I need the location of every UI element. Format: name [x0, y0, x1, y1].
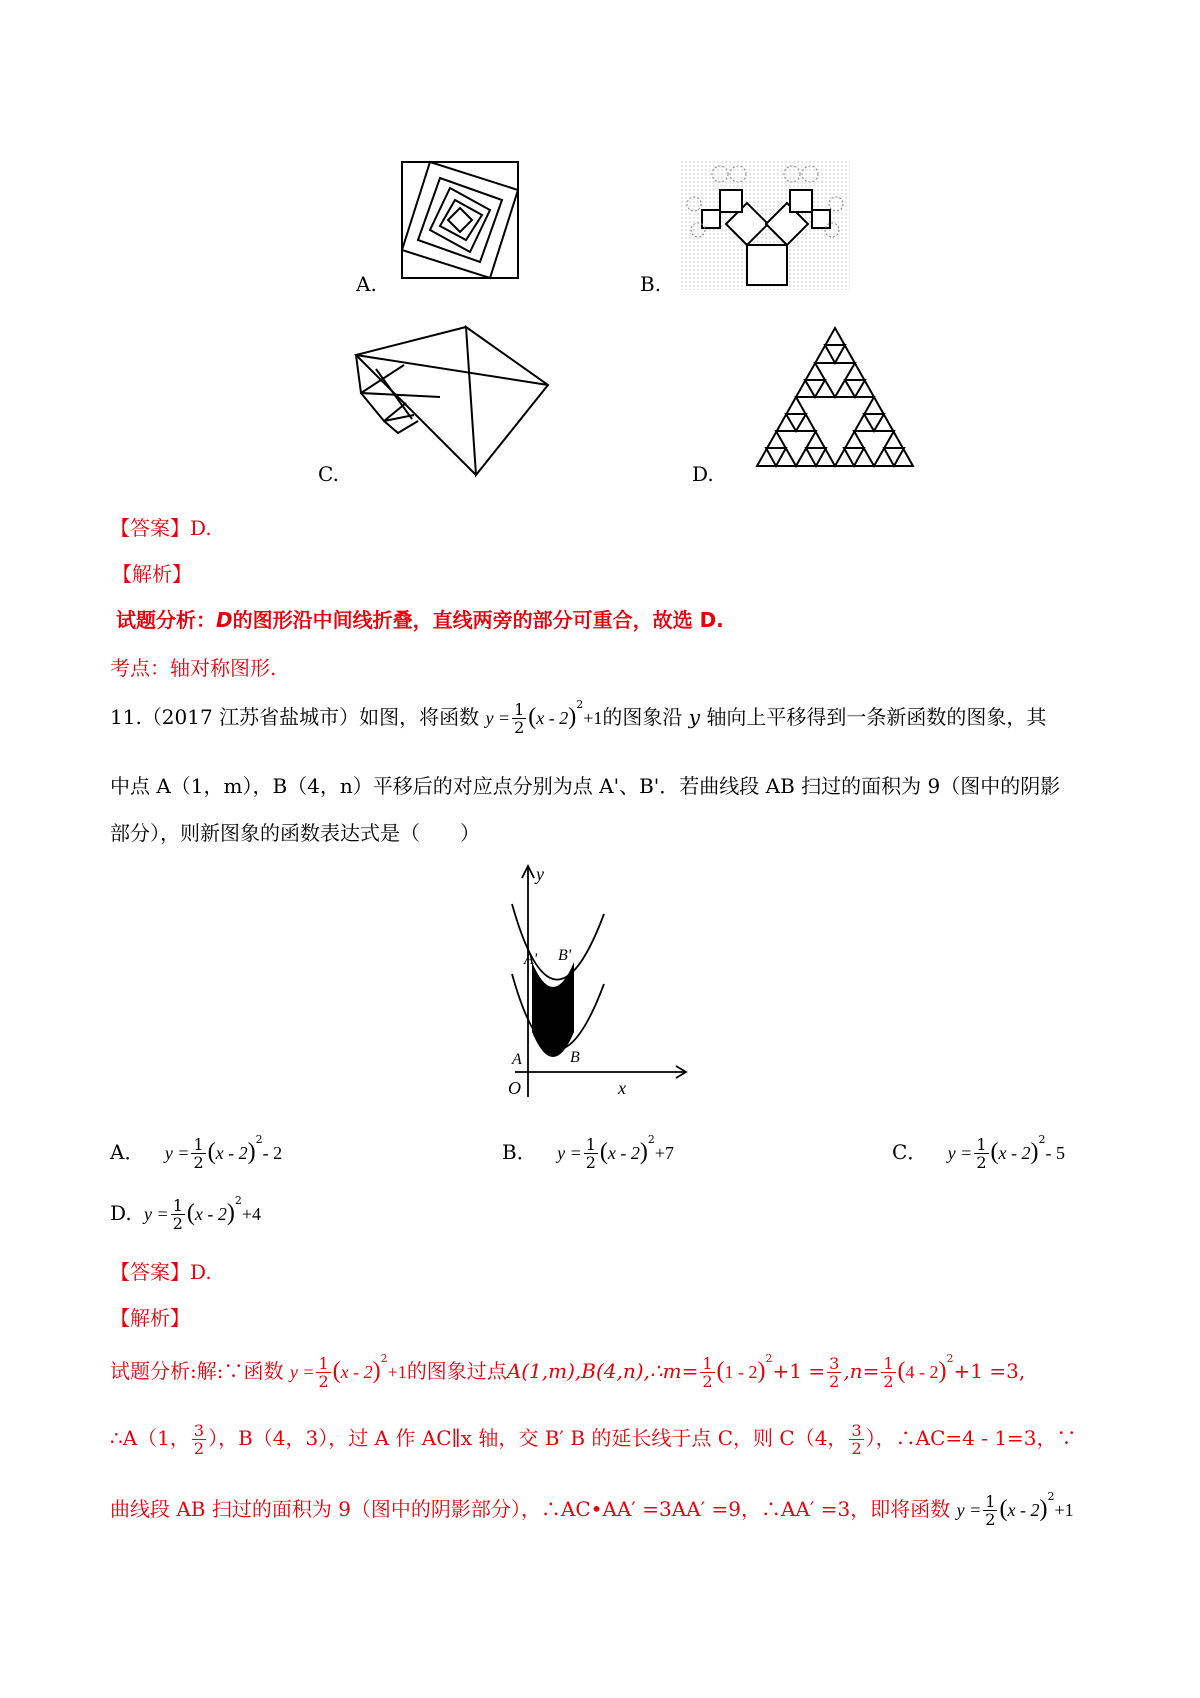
- analysis-d: D: [216, 608, 233, 632]
- fraction-half: $\frac{1}{2}$: [514, 700, 525, 737]
- option-d-const: +4: [241, 1204, 262, 1224]
- q11-number: 11.: [110, 705, 142, 729]
- graph-label-o: O: [508, 1078, 521, 1098]
- q10-analysis-text: [116, 604, 724, 633]
- shifted-parabola: [512, 904, 604, 980]
- graph-label-x: x: [618, 1078, 626, 1098]
- q11-solution-line3: 曲线段 AB 扫过的面积为 9（图中的阴影部分），∴AC•AA′ =3AA′ =9，∴AA′ =3，即将函数 y = $\frac{1}{2}$ (x - 2)$^2$+1: [110, 1490, 1074, 1529]
- q11-source: （2017 江苏省盐城市）如图，将函数: [141, 705, 480, 729]
- analysis-rest: 的图形沿中间线折叠，直线两旁的部分可重合，故选 D.: [232, 608, 724, 632]
- q11-solution-line2: ∴A（1， $\frac{3}{2}$ ），B（4，3），过 A 作 AC∥x 轴，交 B′ B 的延长线于点 C，则 C（4， $\frac{3}{2}$ ），∴AC=4 - 1=3，∵: [110, 1421, 1077, 1458]
- graph-label-a: A: [512, 1051, 522, 1068]
- graph-label-a-prime: A': [524, 951, 538, 968]
- q10-answer: [110, 512, 212, 541]
- figure-c-label: C.: [318, 462, 339, 486]
- graph-label-y: y: [536, 864, 544, 884]
- option-c[interactable]: C． y = $\frac{1}{2}$ (x - 2)$^2$- 5: [892, 1133, 1065, 1172]
- q11-stem-line2: 中点 A（1，m），B（4，n）平移后的对应点分别为点 A'、B'．若曲线段 AB 扫过的面积为 9（图中的阴影: [110, 774, 1061, 798]
- answer-tag: 【答案】: [110, 516, 190, 540]
- option-a-const: - 2: [262, 1143, 283, 1163]
- answer-value: D.: [190, 516, 212, 540]
- option-a-label: A．: [110, 1140, 145, 1164]
- q11-stem-line3: 部分），则新图象的函数表达式是（ ）: [110, 821, 480, 845]
- figure-d: [755, 326, 915, 468]
- q11-graph: [510, 862, 690, 1102]
- option-b[interactable]: B． y = $\frac{1}{2}$ (x - 2)$^2$+7: [502, 1133, 675, 1172]
- answer-tag: 【答案】: [110, 1260, 190, 1284]
- figure-b-label: B.: [640, 272, 662, 296]
- func-x: x - 2: [536, 708, 569, 728]
- figure-a-label: A.: [356, 272, 377, 296]
- figure-a: [400, 160, 520, 282]
- option-b-label: B．: [502, 1140, 537, 1164]
- q11-answer: [110, 1256, 212, 1285]
- analysis-prefix: 试题分析：: [116, 608, 216, 632]
- option-c-const: - 5: [1045, 1143, 1065, 1163]
- func-y: y =: [485, 708, 511, 728]
- option-a[interactable]: A． y = $\frac{1}{2}$ (x - 2)$^2$- 2: [110, 1133, 283, 1172]
- q11-analysis-tag: 【解析】: [110, 1306, 190, 1330]
- q10-kaodian: 考点：轴对称图形.: [110, 656, 277, 680]
- q11-solution-line1: 试题分析:解:∵函数 y = $\frac{1}{2}$ (x - 2)$^2$+1的图象过点A(1,m),B(4,n),∴m= $\frac{1}{2}$ (1 - 2)$^2$+1 = $\frac{3}{2}$ ,n= $\frac{1}{2}$ (4 - 2)$^2$+1 =3,: [110, 1352, 1026, 1391]
- figure-b: [680, 160, 850, 290]
- graph-label-b-prime: B': [558, 947, 572, 964]
- option-d[interactable]: D. y = $\frac{1}{2}$ (x - 2)$^2$+4: [110, 1194, 262, 1233]
- q10-analysis-tag: 【解析】: [112, 562, 192, 586]
- stem-tail: 的图象沿: [602, 705, 683, 729]
- figure-c: [356, 325, 556, 477]
- q11-stem-line1: 11.（2017 江苏省盐城市）如图，将函数 y = $\frac{1}{2}$ (x - 2)$^2$+1的图象沿 y 轴向上平移得到一条新函数的图象，其: [110, 698, 1047, 737]
- option-b-const: +7: [654, 1143, 675, 1163]
- figure-d-label: D.: [692, 462, 714, 486]
- graph-label-b: B: [570, 1049, 580, 1066]
- option-d-label: D.: [110, 1201, 132, 1225]
- option-c-label: C．: [892, 1140, 928, 1164]
- answer-value: D.: [190, 1260, 212, 1284]
